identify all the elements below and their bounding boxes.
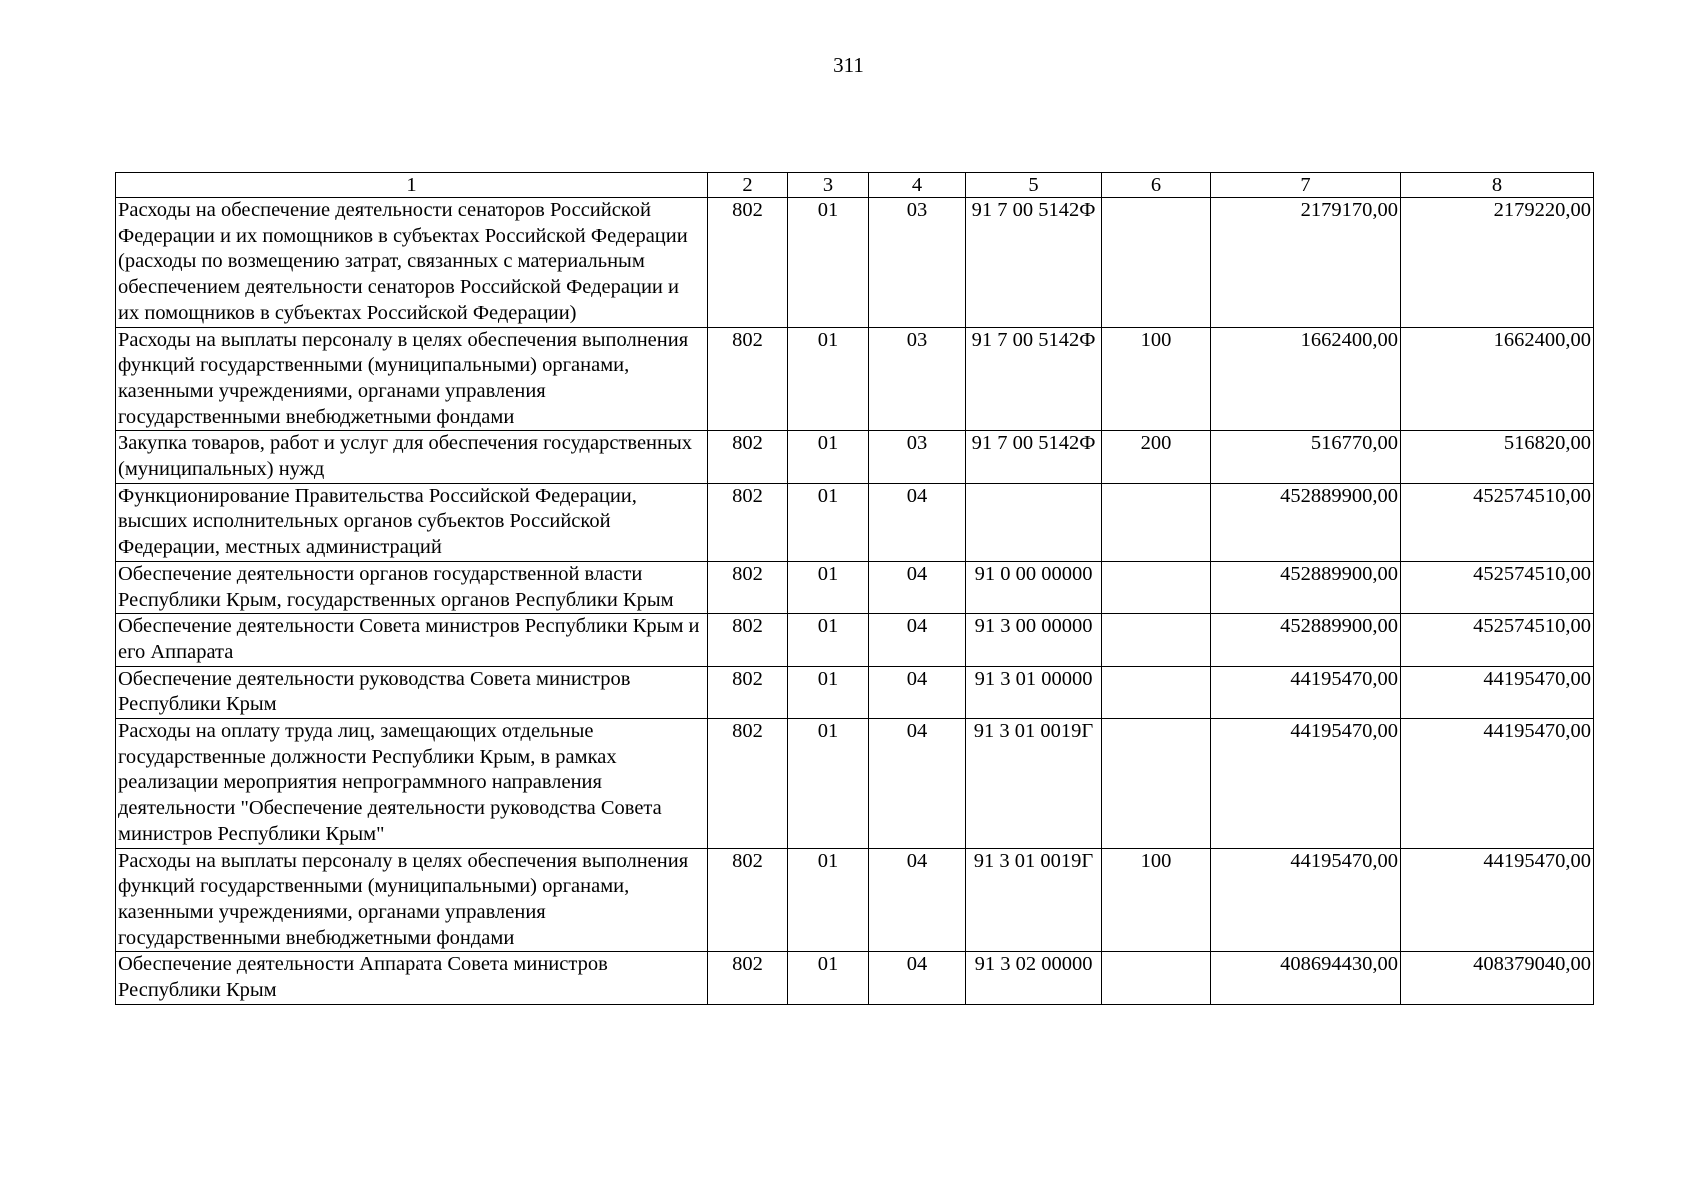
amount-year1-cell: 452889900,00 [1211,614,1401,666]
table-row [116,848,1594,952]
subsection-code-cell: 04 [869,952,966,1004]
column-header: 4 [869,173,966,198]
subsection-code-cell: 04 [869,561,966,613]
section-code-cell: 01 [788,431,869,483]
ministry-code-cell: 802 [708,327,788,431]
section-code-cell: 01 [788,198,869,328]
subsection-code-cell: 03 [869,198,966,328]
ministry-code-cell: 802 [708,848,788,952]
target-article-cell: 91 7 00 5142Ф [966,198,1102,328]
amount-year1-cell: 452889900,00 [1211,561,1401,613]
row-name-cell: Закупка товаров, работ и услуг для обеспечения государственных (муниципальных) нужд [116,431,708,483]
ministry-code-cell: 802 [708,952,788,1004]
target-article-cell: 91 3 01 0019Г [966,719,1102,849]
section-code-cell: 01 [788,952,869,1004]
amount-year2-cell: 1662400,00 [1401,327,1594,431]
target-article-cell: 91 3 01 0019Г [966,848,1102,952]
amount-year2-cell: 452574510,00 [1401,561,1594,613]
budget-table [115,172,1594,1005]
table-body [116,198,1594,1005]
amount-year1-cell: 408694430,00 [1211,952,1401,1004]
amount-year2-cell: 44195470,00 [1401,719,1594,849]
table-row [116,431,1594,483]
row-name-cell: Расходы на выплаты персоналу в целях обеспечения выполнения функций государственными (муниципальными) органами, казенными учреждениями, органами управления государственными внебюджетными фондами [116,327,708,431]
column-header: 5 [966,173,1102,198]
amount-year1-cell: 44195470,00 [1211,719,1401,849]
row-name-cell: Обеспечение деятельности органов государственной власти Республики Крым, государственных органов Республики Крым [116,561,708,613]
section-code-cell: 01 [788,614,869,666]
row-name-cell: Обеспечение деятельности Аппарата Совета министров Республики Крым [116,952,708,1004]
table-row [116,198,1594,328]
column-header: 8 [1401,173,1594,198]
target-article-cell: 91 3 00 00000 [966,614,1102,666]
ministry-code-cell: 802 [708,614,788,666]
target-article-cell: 91 7 00 5142Ф [966,431,1102,483]
column-header: 3 [788,173,869,198]
target-article-cell: 91 7 00 5142Ф [966,327,1102,431]
expense-type-cell: 100 [1102,848,1211,952]
amount-year1-cell: 516770,00 [1211,431,1401,483]
row-name-cell: Обеспечение деятельности руководства Совета министров Республики Крым [116,666,708,718]
subsection-code-cell: 04 [869,719,966,849]
expense-type-cell: 100 [1102,327,1211,431]
section-code-cell: 01 [788,561,869,613]
table-row [116,327,1594,431]
ministry-code-cell: 802 [708,198,788,328]
section-code-cell: 01 [788,483,869,561]
subsection-code-cell: 04 [869,666,966,718]
expense-type-cell [1102,719,1211,849]
subsection-code-cell: 04 [869,614,966,666]
ministry-code-cell: 802 [708,483,788,561]
ministry-code-cell: 802 [708,666,788,718]
target-article-cell: 91 3 01 00000 [966,666,1102,718]
table-row [116,719,1594,849]
table-header [116,173,1594,198]
table-row [116,561,1594,613]
expense-type-cell [1102,198,1211,328]
section-code-cell: 01 [788,848,869,952]
table-row [116,483,1594,561]
table-row [116,614,1594,666]
ministry-code-cell: 802 [708,431,788,483]
ministry-code-cell: 802 [708,719,788,849]
column-header: 6 [1102,173,1211,198]
table-row [116,666,1594,718]
ministry-code-cell: 802 [708,561,788,613]
row-name-cell: Расходы на оплату труда лиц, замещающих отдельные государственные должности Республики Крым, в рамках реализации мероприятия непрограммного направления деятельности "Обеспечение деятельности руководства Совета министров Республики Крым" [116,719,708,849]
amount-year1-cell: 1662400,00 [1211,327,1401,431]
page-number: 311 [833,53,864,77]
column-header: 1 [116,173,708,198]
row-name-cell: Обеспечение деятельности Совета министров Республики Крым и его Аппарата [116,614,708,666]
subsection-code-cell: 03 [869,431,966,483]
amount-year2-cell: 44195470,00 [1401,848,1594,952]
expense-type-cell [1102,614,1211,666]
amount-year2-cell: 408379040,00 [1401,952,1594,1004]
target-article-cell: 91 3 02 00000 [966,952,1102,1004]
expense-type-cell [1102,952,1211,1004]
subsection-code-cell: 04 [869,483,966,561]
header-row [116,173,1594,198]
expense-type-cell [1102,666,1211,718]
amount-year1-cell: 452889900,00 [1211,483,1401,561]
amount-year2-cell: 452574510,00 [1401,614,1594,666]
column-header: 2 [708,173,788,198]
section-code-cell: 01 [788,327,869,431]
section-code-cell: 01 [788,719,869,849]
subsection-code-cell: 04 [869,848,966,952]
amount-year1-cell: 2179170,00 [1211,198,1401,328]
expense-type-cell: 200 [1102,431,1211,483]
expense-type-cell [1102,561,1211,613]
target-article-cell: 91 0 00 00000 [966,561,1102,613]
row-name-cell: Расходы на обеспечение деятельности сенаторов Российской Федерации и их помощников в субъектах Российской Федерации (расходы по возмещению затрат, связанных с материальным обеспечением деятельности сенаторов Российской Федерации и их помощников в субъектах Российской Федерации) [116,198,708,328]
amount-year1-cell: 44195470,00 [1211,666,1401,718]
subsection-code-cell: 03 [869,327,966,431]
amount-year1-cell: 44195470,00 [1211,848,1401,952]
target-article-cell [966,483,1102,561]
amount-year2-cell: 452574510,00 [1401,483,1594,561]
row-name-cell: Функционирование Правительства Российской Федерации, высших исполнительных органов субъектов Российской Федерации, местных администраций [116,483,708,561]
table-row [116,952,1594,1004]
amount-year2-cell: 516820,00 [1401,431,1594,483]
amount-year2-cell: 2179220,00 [1401,198,1594,328]
column-header: 7 [1211,173,1401,198]
section-code-cell: 01 [788,666,869,718]
amount-year2-cell: 44195470,00 [1401,666,1594,718]
expense-type-cell [1102,483,1211,561]
row-name-cell: Расходы на выплаты персоналу в целях обеспечения выполнения функций государственными (муниципальными) органами, казенными учреждениями, органами управления государственными внебюджетными фондами [116,848,708,952]
